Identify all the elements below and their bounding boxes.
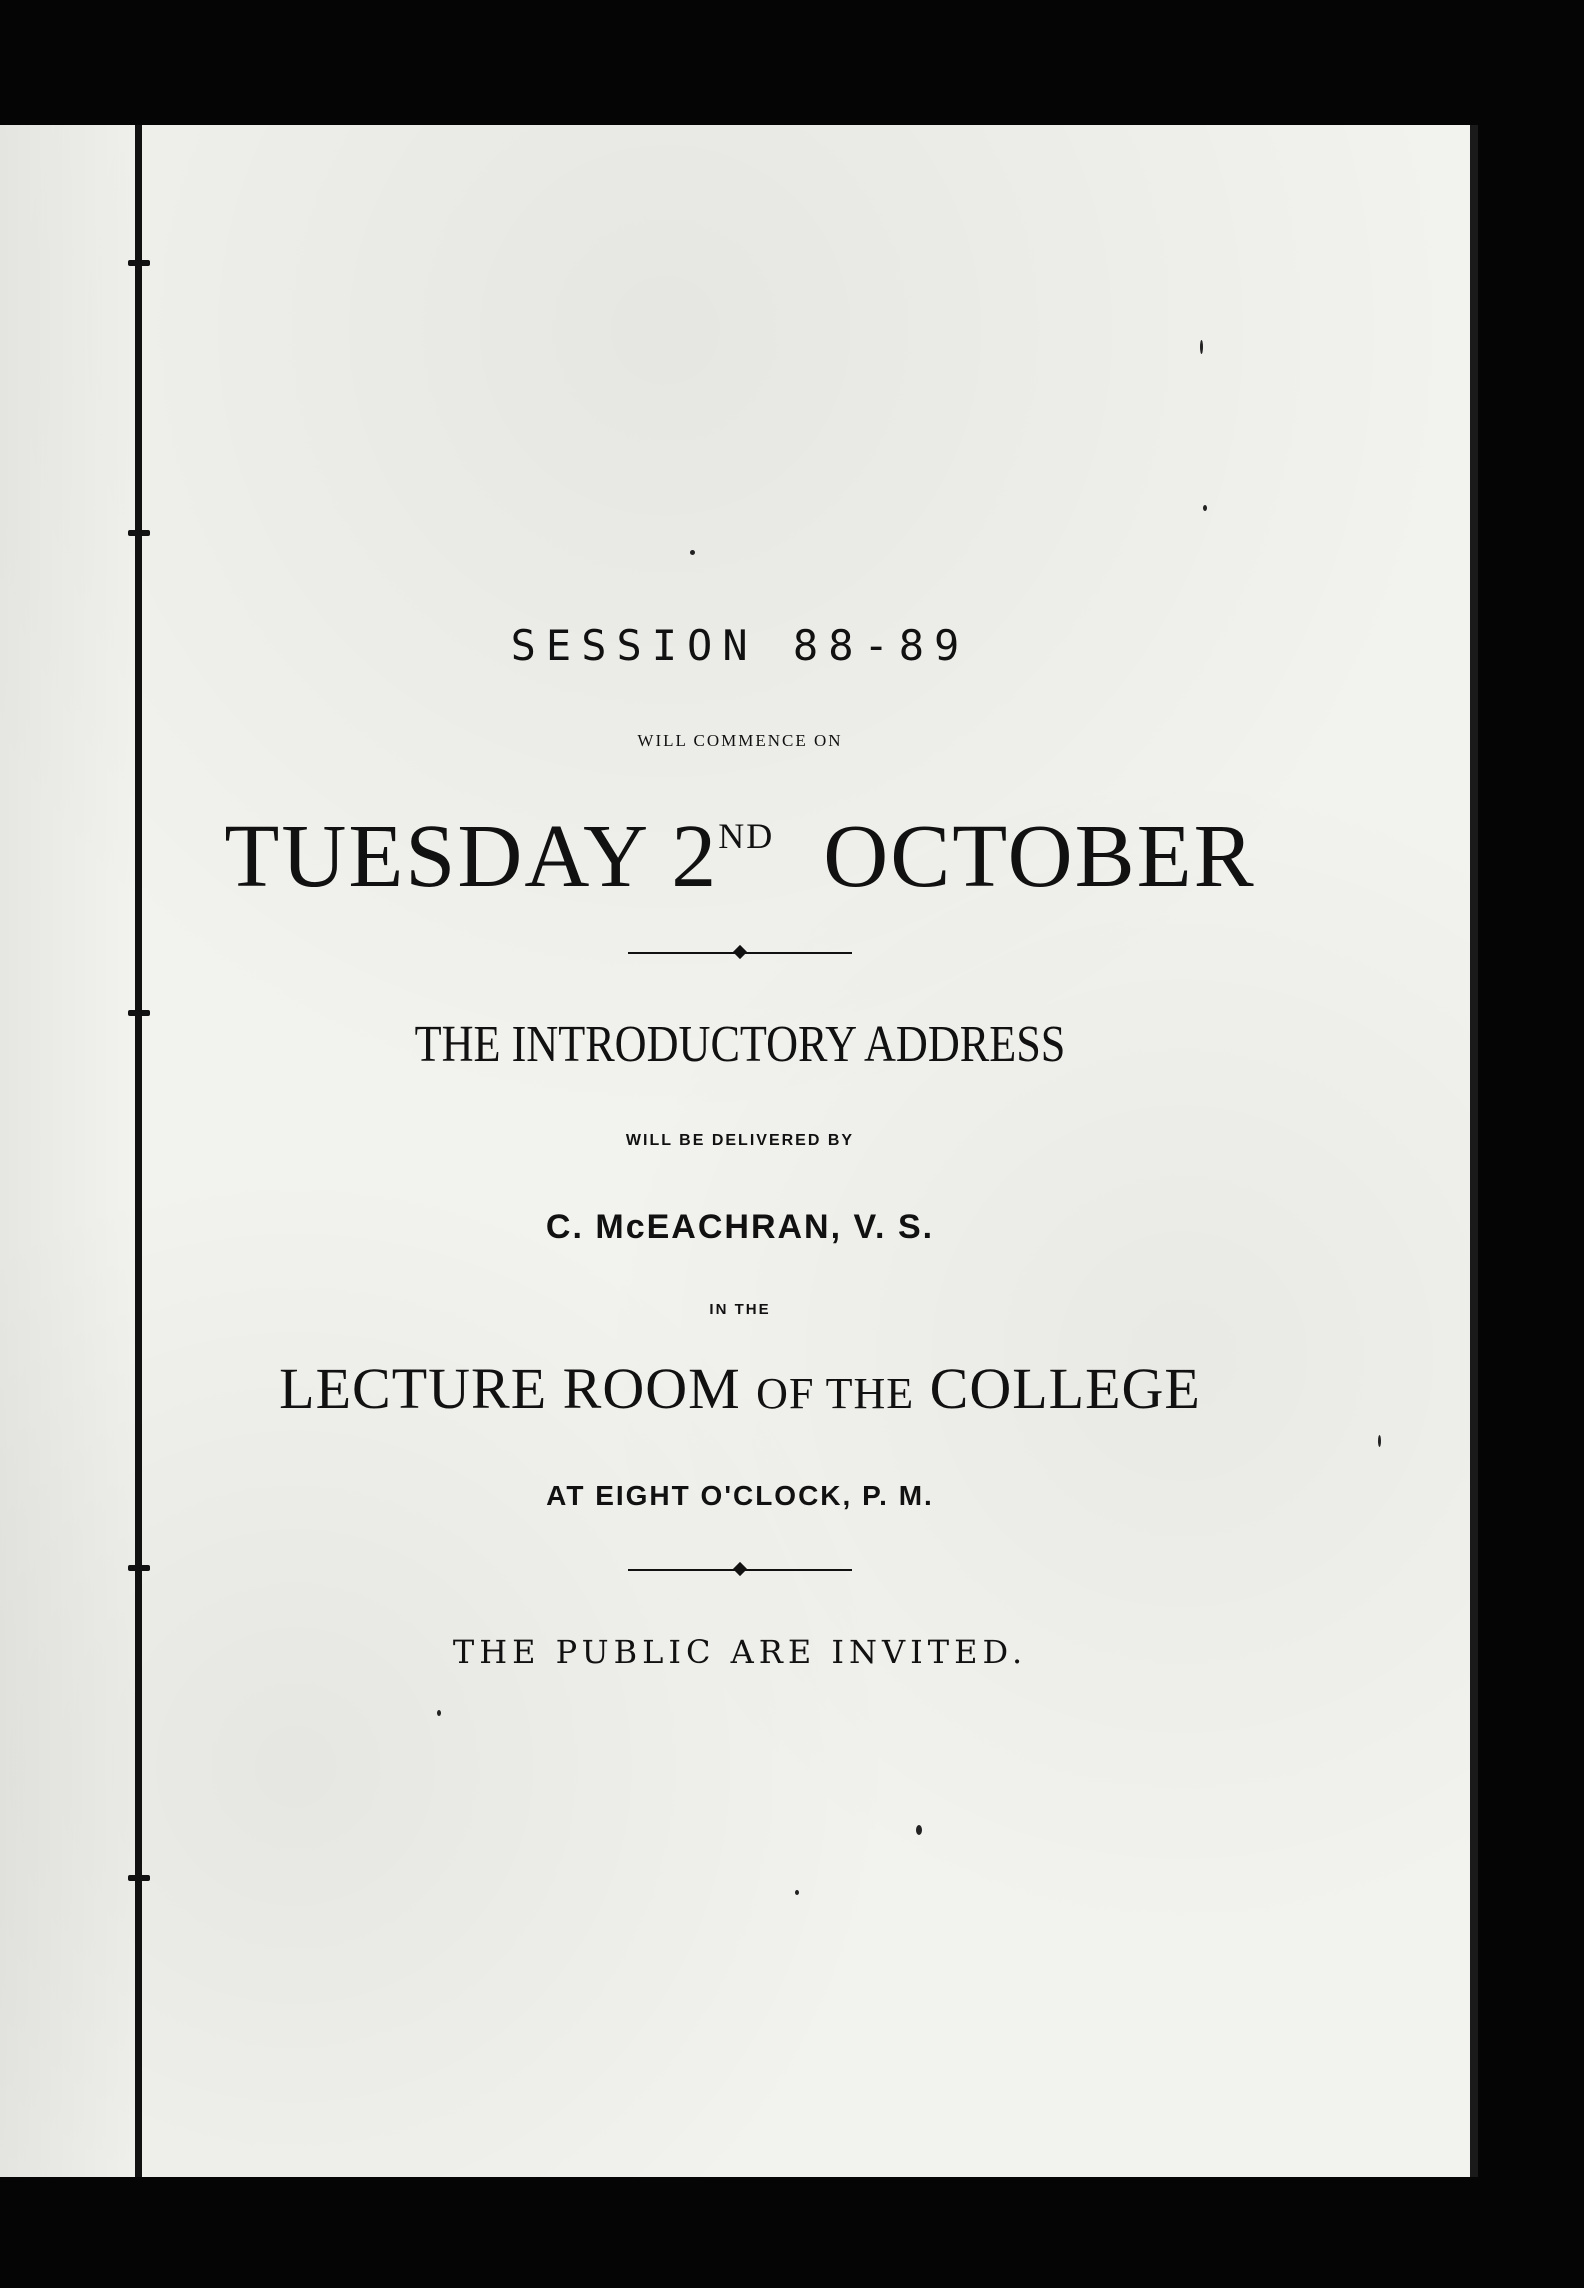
- date-month: OCTOBER: [823, 807, 1256, 906]
- binding-stitch: [128, 260, 150, 266]
- speaker-name: C. McEACHRAN, V. S.: [545, 1208, 935, 1246]
- page-edge: [1470, 125, 1478, 2177]
- venue-of-the: OF THE: [756, 1369, 915, 1418]
- venue-college: COLLEGE: [929, 1356, 1201, 1421]
- notice-content: [170, 125, 1310, 2177]
- binding-spine: [135, 125, 142, 2177]
- date-day: TUESDAY 2: [224, 807, 719, 906]
- commence-text: WILL COMMENCE ON: [637, 731, 843, 750]
- date-heading: [170, 805, 1310, 908]
- session-heading: SESSION 88-89: [510, 621, 970, 670]
- ornamental-rule-diamond: [733, 1562, 747, 1576]
- ornamental-rule-diamond: [733, 945, 747, 959]
- paper-speck: [1378, 1435, 1381, 1447]
- venue-room: LECTURE ROOM: [279, 1356, 741, 1421]
- delivered-text: WILL BE DELIVERED BY: [625, 1132, 855, 1149]
- venue-heading: [170, 1355, 1310, 1422]
- spine-shadow: [0, 125, 135, 2177]
- in-the-text: IN THE: [709, 1301, 771, 1318]
- time-text: AT EIGHT O'CLOCK, P. M.: [546, 1480, 934, 1511]
- binding-stitch: [128, 1875, 150, 1881]
- document-page: [0, 125, 1478, 2177]
- date-ordinal: ND: [718, 816, 775, 856]
- binding-stitch: [128, 530, 150, 536]
- binding-stitch: [128, 1010, 150, 1016]
- address-heading: THE INTRODUCTORY ADDRESS: [414, 1016, 1066, 1073]
- binding-stitch: [128, 1565, 150, 1571]
- public-invited-text: THE PUBLIC ARE INVITED.: [452, 1633, 1028, 1671]
